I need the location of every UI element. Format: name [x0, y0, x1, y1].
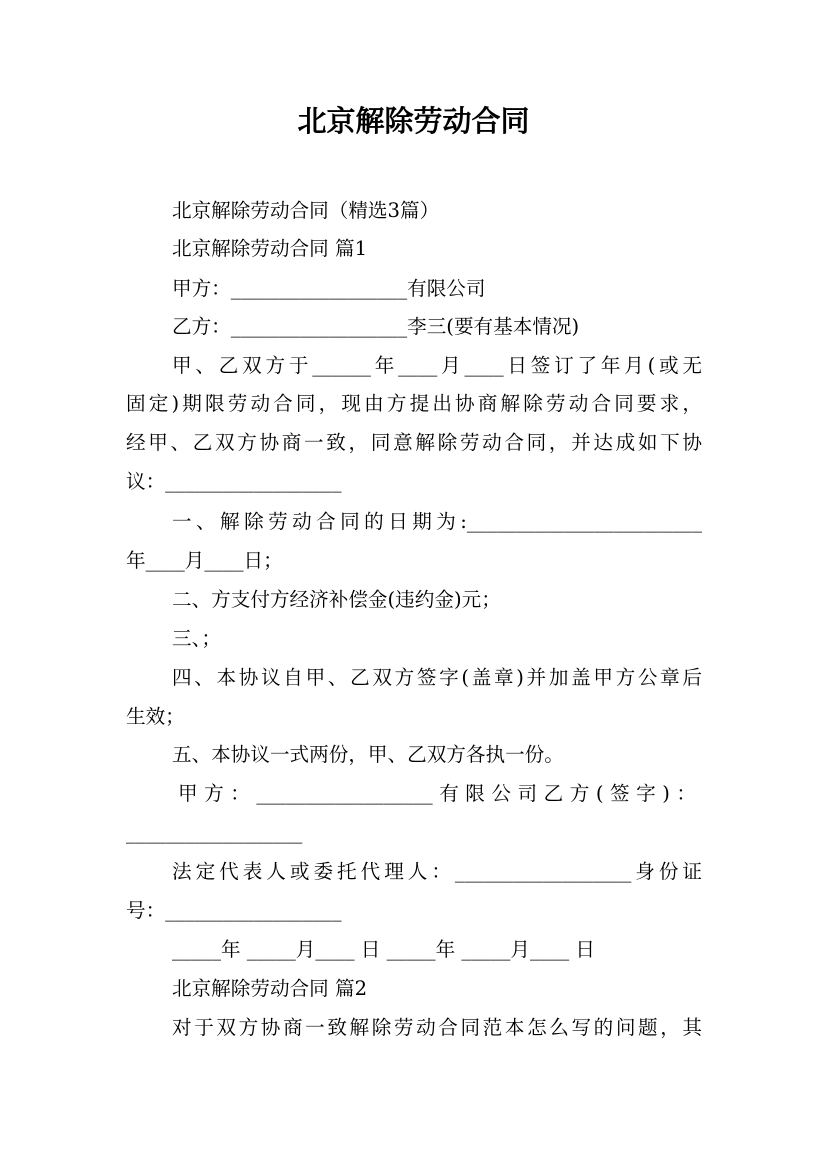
document-title: 北京解除劳动合同	[297, 104, 530, 138]
representative-line: 法定代表人或委托代理人：__________________身份证	[172, 860, 702, 883]
clause-3-line: 三、；	[172, 627, 221, 650]
clause-1-line: 年____月____日；	[126, 549, 283, 572]
paragraph-line: 固定)期限劳动合同，现由方提出协商解除劳动合同要求，	[126, 392, 702, 415]
representative-line: 号：__________________	[126, 899, 342, 922]
signature-line: __________________	[126, 821, 303, 844]
clause-4-line: 四、本协议自甲、乙双方签字(盖章)并加盖甲方公章后	[172, 666, 702, 689]
signature-line: 甲方：__________________有限公司乙方(签字)：	[178, 782, 696, 805]
paragraph-line: 经甲、乙双方协商一致，同意解除劳动合同，并达成如下协	[126, 431, 702, 454]
party-b-line: 乙方：__________________李三(要有基本情况)	[172, 315, 580, 338]
clause-4-line: 生效；	[126, 705, 185, 728]
date-line: _____年 _____月____ 日 _____年 _____月____ 日	[172, 938, 596, 961]
clause-5-line: 五、本协议一式两份，甲、乙双方各执一份。	[172, 743, 564, 766]
section-heading-1: 北京解除劳动合同 篇1	[172, 237, 368, 260]
clause-1-line: 一、解除劳动合同的日期为:________________________	[172, 510, 702, 533]
subtitle-line: 北京解除劳动合同（精选3篇）	[172, 199, 440, 222]
paragraph-line: 甲、乙双方于______年____月____日签订了年月(或无	[172, 354, 702, 377]
party-a-line: 甲方：__________________有限公司	[172, 277, 486, 300]
paragraph-line: 对于双方协商一致解除劳动合同范本怎么写的问题，其	[172, 1016, 702, 1039]
clause-2-line: 二、方支付方经济补偿金(违约金)元；	[172, 588, 501, 611]
section-heading-2: 北京解除劳动合同 篇2	[172, 977, 368, 1000]
paragraph-line: 议：__________________	[126, 470, 342, 493]
